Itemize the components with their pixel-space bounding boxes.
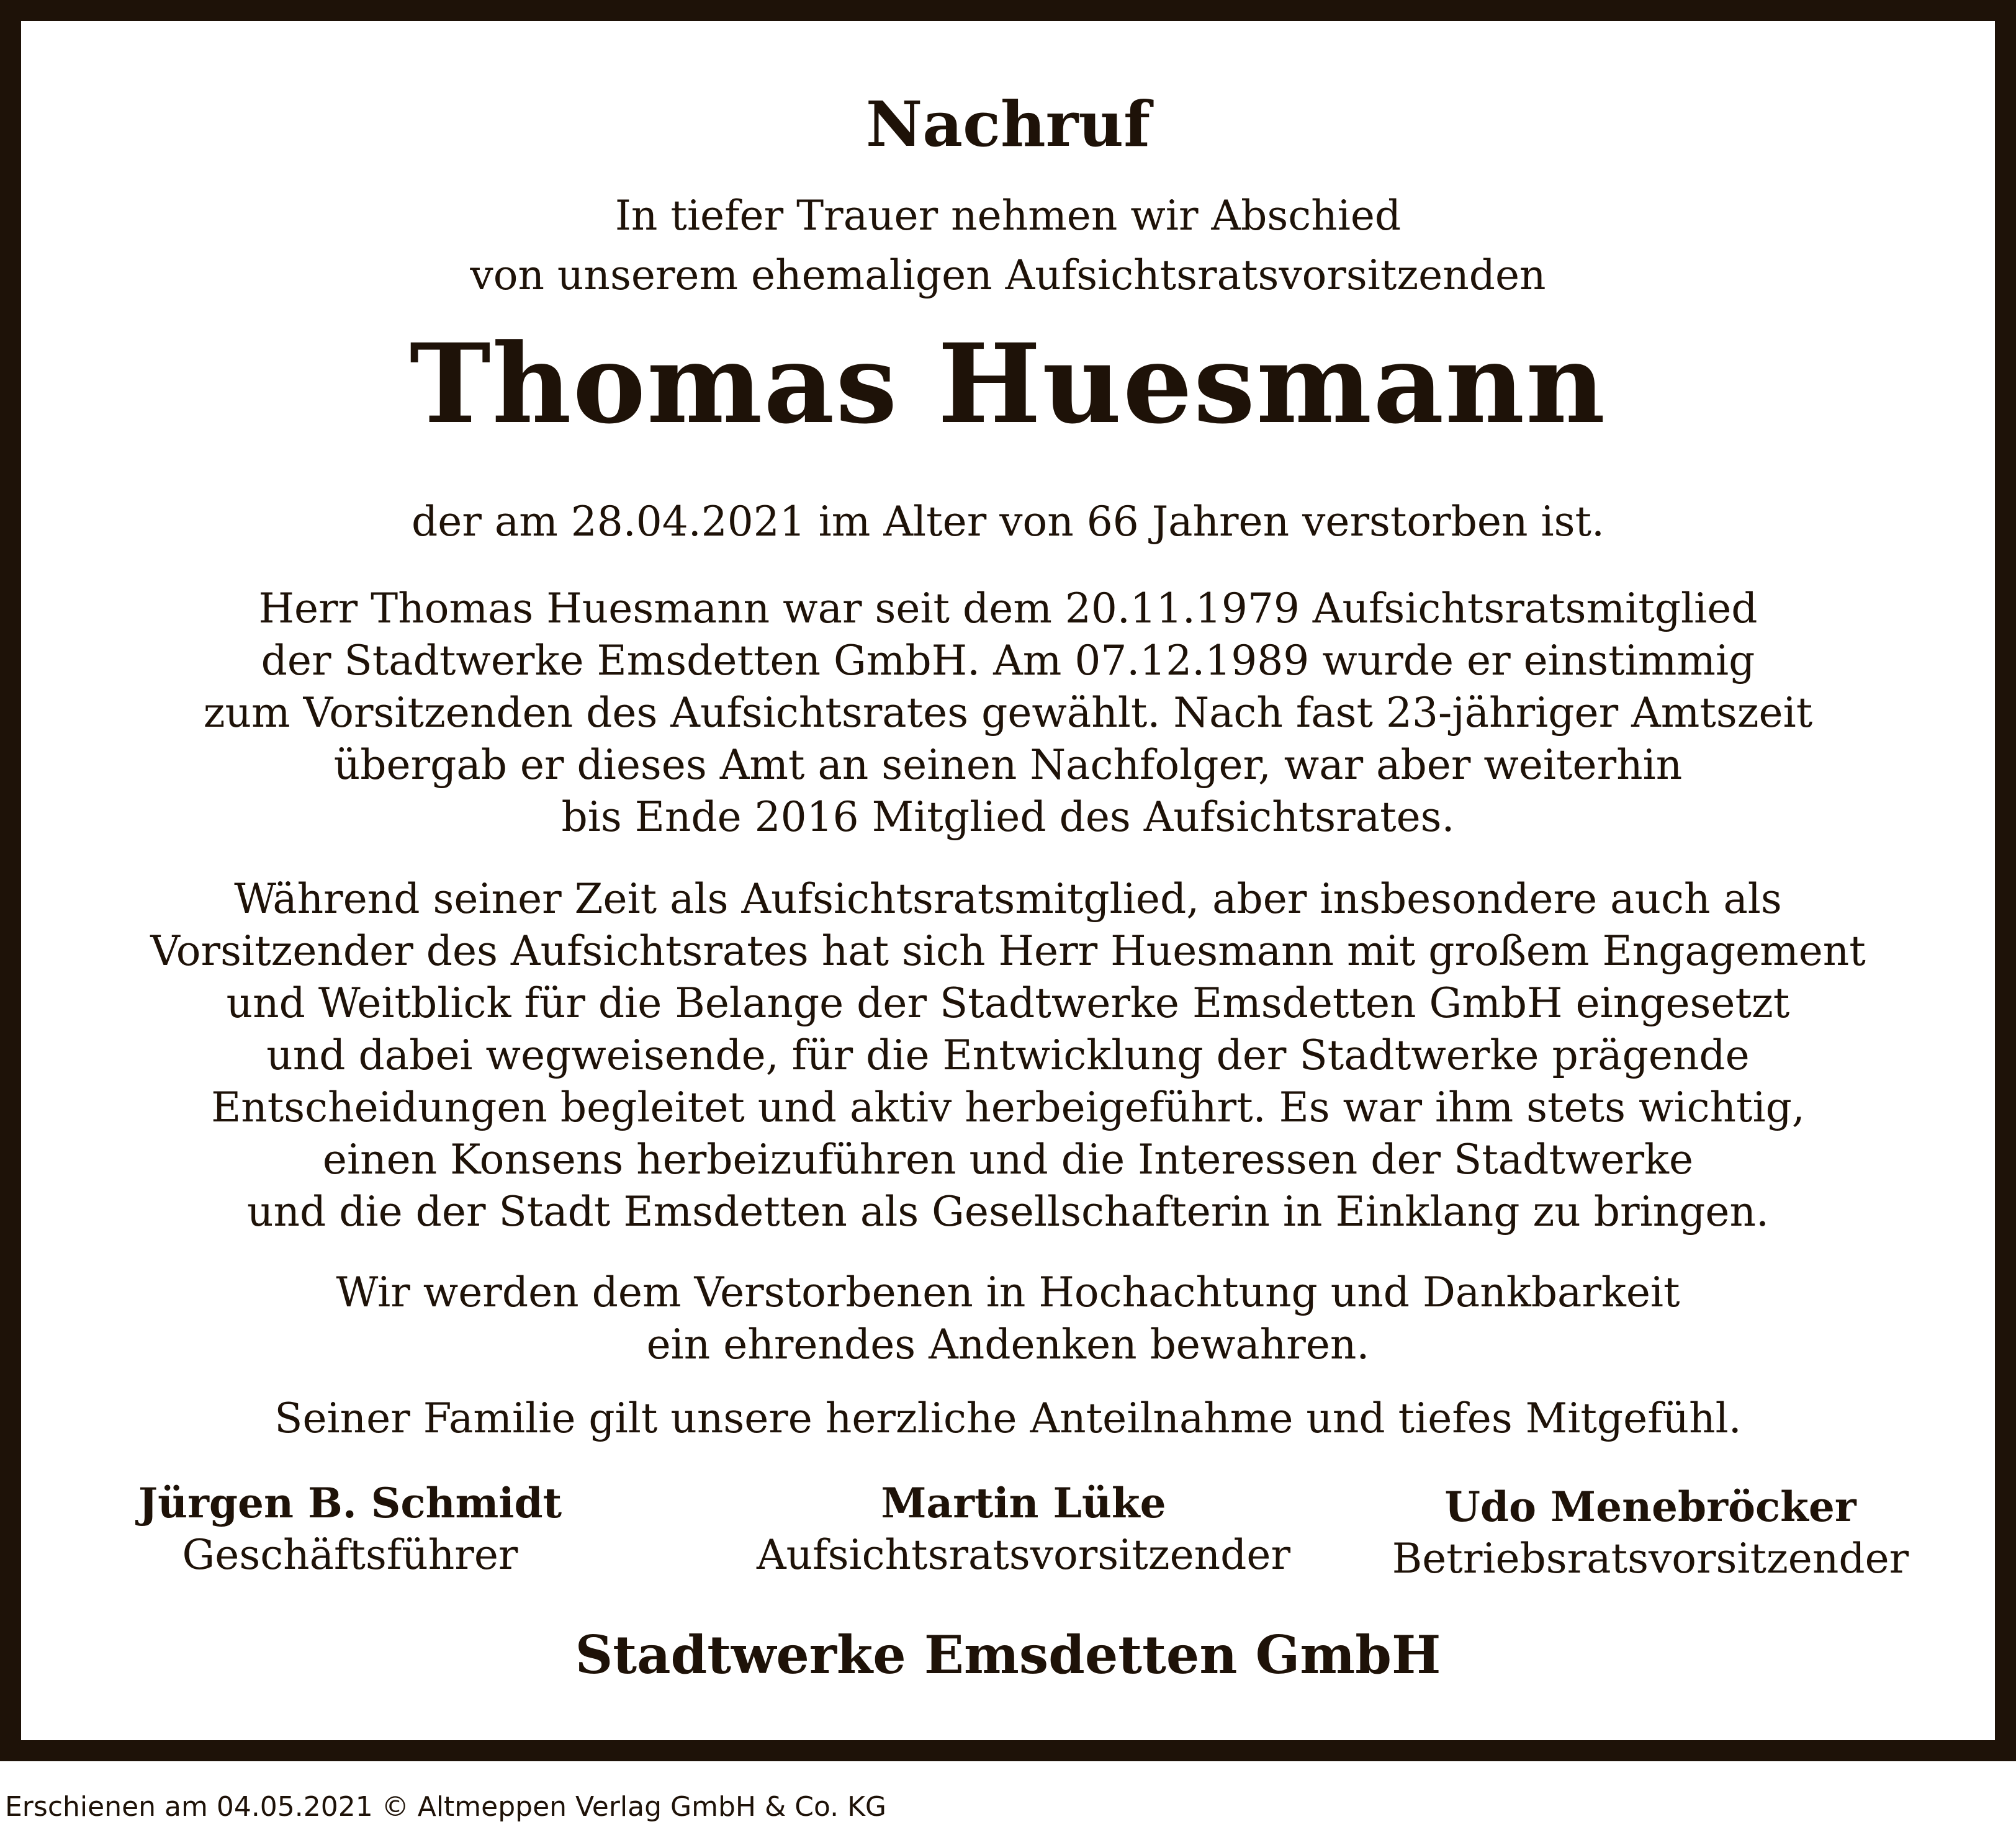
paragraph-line: Entscheidungen begleitet und aktiv herbeigeführt. Es war ihm stets wichtig,	[211, 1084, 1805, 1131]
condolence-line: Seiner Familie gilt unsere herzliche Anteilnahme und tiefes Mitgefühl.	[274, 1394, 1742, 1442]
tribute-paragraph	[21, 873, 1995, 1238]
intro-text	[21, 186, 1995, 305]
paragraph-line: Herr Thomas Huesmann war seit dem 20.11.1979 Aufsichtsratsmitglied	[258, 585, 1758, 632]
paragraph-line: und Weitblick für die Belange der Stadtwerke Emsdetten GmbH eingesetzt	[226, 979, 1790, 1027]
paragraph-line: und die der Stadt Emsdetten als Gesellschafterin in Einklang zu bringen.	[247, 1188, 1769, 1236]
paragraph-line: ein ehrendes Andenken bewahren.	[646, 1321, 1370, 1368]
death-date-line: der am 28.04.2021 im Alter von 66 Jahren verstorben ist.	[412, 498, 1604, 546]
signatory-2	[713, 1477, 1334, 1581]
signatory-3	[1340, 1481, 1961, 1585]
publication-footer: Erschienen am 04.05.2021 © Altmeppen Verlag GmbH & Co. KG	[5, 1791, 887, 1823]
signatory-name: Udo Menebröcker	[1444, 1483, 1856, 1531]
deceased-name: Thomas Huesmann	[409, 320, 1607, 448]
remembrance-paragraph	[21, 1267, 1995, 1371]
paragraph-line: zum Vorsitzenden des Aufsichtsrates gewählt. Nach fast 23-jähriger Amtszeit	[203, 689, 1813, 737]
obituary-panel	[21, 21, 1995, 1740]
company-name: Stadtwerke Emsdetten GmbH	[575, 1624, 1441, 1686]
notice-heading: Nachruf	[865, 88, 1151, 161]
signatory-1	[114, 1477, 586, 1581]
signatory-name: Martin Lüke	[881, 1479, 1166, 1527]
signatory-role: Aufsichtsratsvorsitzender	[757, 1531, 1290, 1579]
career-paragraph	[21, 583, 1995, 843]
paragraph-line: Vorsitzender des Aufsichtsrates hat sich Herr Huesmann mit großem Engagement	[150, 927, 1866, 975]
paragraph-line: einen Konsens herbeizuführen und die Interessen der Stadtwerke	[322, 1136, 1694, 1183]
paragraph-line: übergab er dieses Amt an seinen Nachfolger, war aber weiterhin	[333, 741, 1683, 789]
paragraph-line: bis Ende 2016 Mitglied des Aufsichtsrates.	[561, 793, 1455, 841]
paragraph-line: Wir werden dem Verstorbenen in Hochachtung und Dankbarkeit	[336, 1268, 1680, 1316]
signatory-name: Jürgen B. Schmidt	[138, 1479, 562, 1527]
intro-line: von unserem ehemaligen Aufsichtsratsvorsitzenden	[470, 251, 1546, 299]
paragraph-line: und dabei wegweisende, für die Entwicklung der Stadtwerke prägende	[266, 1031, 1750, 1079]
intro-line: In tiefer Trauer nehmen wir Abschied	[614, 192, 1402, 240]
paragraph-line: Während seiner Zeit als Aufsichtsratsmitglied, aber insbesondere auch als	[234, 875, 1782, 923]
signatory-role: Geschäftsführer	[182, 1531, 518, 1579]
signatory-role: Betriebsratsvorsitzender	[1392, 1535, 1909, 1583]
paragraph-line: der Stadtwerke Emsdetten GmbH. Am 07.12.1989 wurde er einstimmig	[261, 637, 1755, 685]
